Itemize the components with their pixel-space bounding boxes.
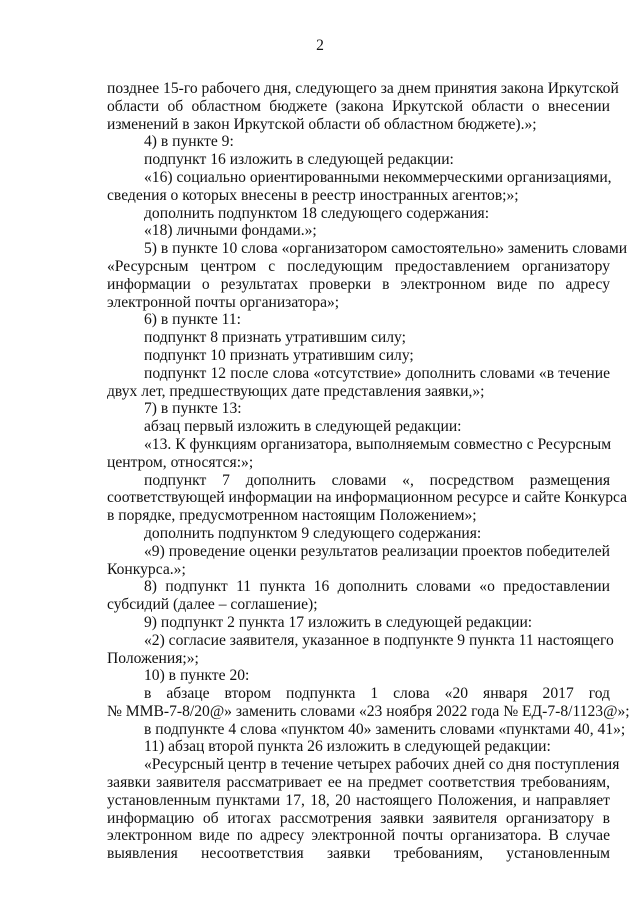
text-line: информацию об итогах рассмотрения заявки заявителя организатору в bbox=[107, 809, 610, 827]
text-line: Конкурса.»; bbox=[107, 560, 186, 578]
text-line: сведения о которых внесены в реестр иностранных агентов;»; bbox=[107, 186, 519, 204]
text-line: абзац первый изложить в следующей редакции: bbox=[144, 418, 462, 436]
text-line: электронном виде по адресу электронной почты организатора. В случае bbox=[107, 827, 610, 845]
text-line: «Ресурсный центр в течение четырех рабочих дней со дня поступления bbox=[144, 756, 620, 774]
text-line: дополнить подпунктом 9 следующего содержания: bbox=[144, 524, 482, 542]
page-number: 2 bbox=[316, 37, 324, 54]
text-line: 7) в пункте 13: bbox=[144, 400, 242, 418]
text-line: установленным пунктами 17, 18, 20 настоящего Положения, и направляет bbox=[107, 791, 610, 809]
text-line: в абзаце втором подпункта 1 слова «20 января 2017 год bbox=[144, 685, 610, 703]
text-line: 10) в пункте 20: bbox=[144, 667, 250, 685]
text-line: в подпункте 4 слова «пунктом 40» заменить словами «пунктами 40, 41»; bbox=[144, 720, 626, 738]
text-line: «18) личными фондами.»; bbox=[144, 222, 317, 240]
text-line: в порядке, предусмотренном настоящим Положением»; bbox=[107, 507, 477, 525]
text-line: 11) абзац второй пункта 26 изложить в следующей редакции: bbox=[144, 738, 551, 756]
text-line: подпункт 10 признать утратившим силу; bbox=[144, 346, 414, 364]
text-line: области об областном бюджете (закона Иркутской области о внесении bbox=[107, 97, 610, 115]
text-line: Положения;»; bbox=[107, 649, 199, 667]
text-line: позднее 15-го рабочего дня, следующего за днем принятия закона Иркутской bbox=[107, 80, 619, 97]
text-line: «16) социально ориентированными некоммерческими организациями, bbox=[144, 168, 612, 186]
text-line: выявления несоответствия заявки требованиям, установленным bbox=[107, 845, 610, 863]
text-line: подпункт 12 после слова «отсутствие» дополнить словами «в течение bbox=[144, 364, 610, 382]
text-line: «9) проведение оценки результатов реализации проектов победителей bbox=[144, 542, 610, 560]
text-line: электронной почты организатора»; bbox=[107, 293, 340, 311]
text-line: информации о результатах проверки в электронном виде по адресу bbox=[107, 275, 610, 293]
text-line: «Ресурсным центром с последующим предоставлением организатору bbox=[107, 257, 610, 275]
text-line: 8) подпункт 11 пункта 16 дополнить словами «о предоставлении bbox=[144, 578, 610, 596]
text-line: двух лет, предшествующих дате представления заявки,»; bbox=[107, 382, 485, 400]
text-line: «13. К функциям организатора, выполняемым совместно с Ресурсным bbox=[144, 435, 612, 453]
text-line: подпункт 7 дополнить словами «, посредством размещения bbox=[144, 471, 610, 489]
text-line: подпункт 16 изложить в следующей редакции: bbox=[144, 151, 454, 169]
text-line: субсидий (далее – соглашение); bbox=[107, 596, 318, 614]
text-line: соответствующей информации на информационном ресурсе и сайте Конкурса bbox=[107, 489, 628, 507]
document-body bbox=[107, 80, 630, 863]
text-line: 5) в пункте 10 слова «организатором самостоятельно» заменить словами bbox=[144, 240, 628, 258]
text-line: 4) в пункте 9: bbox=[144, 133, 234, 151]
text-line: подпункт 8 признать утратившим силу; bbox=[144, 329, 406, 347]
text-line: изменений в закон Иркутской области об областном бюджете).»; bbox=[107, 115, 537, 133]
text-line: «2) согласие заявителя, указанное в подпункте 9 пункта 11 настоящего bbox=[144, 631, 614, 649]
text-line: дополнить подпунктом 18 следующего содержания: bbox=[144, 204, 490, 222]
text-line: № ММВ-7-8/20@» заменить словами «23 ноября 2022 года № ЕД-7-8/1123@»; bbox=[107, 702, 630, 720]
text-line: 6) в пункте 11: bbox=[144, 311, 241, 329]
text-line: центром, относятся:»; bbox=[107, 453, 254, 471]
text-line: 9) подпункт 2 пункта 17 изложить в следующей редакции: bbox=[144, 613, 533, 631]
text-line: заявки заявителя рассматривает ее на предмет соответствия требованиям, bbox=[107, 774, 610, 792]
